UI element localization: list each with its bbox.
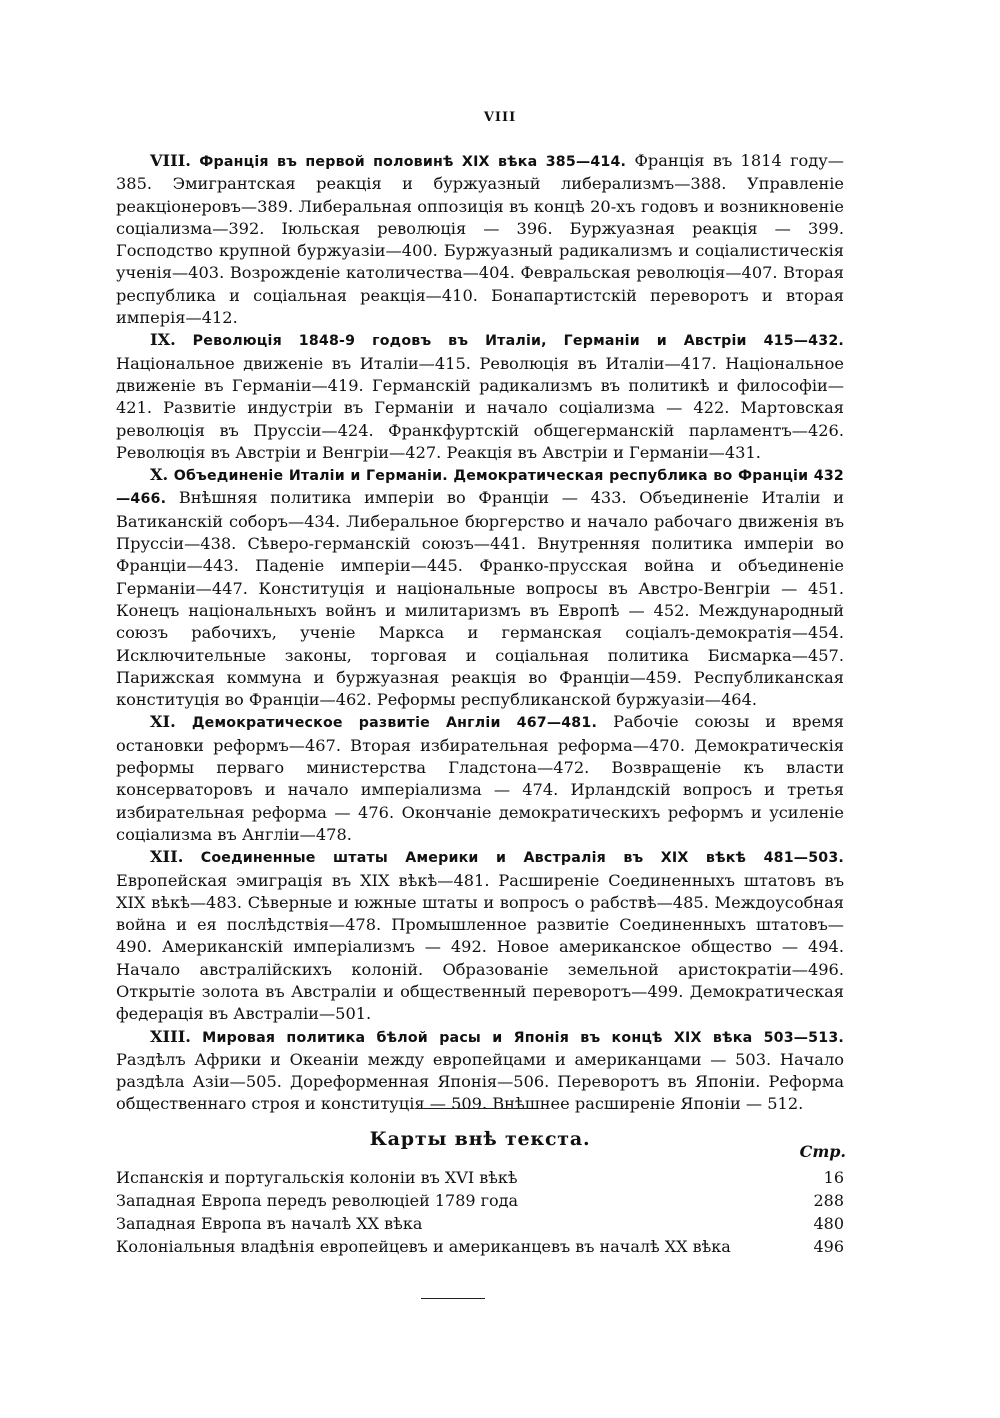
chapter-number: XII. <box>150 847 184 867</box>
maps-list <box>116 1166 844 1258</box>
chapter-contents: Европейская эмиграція въ XIX вѣкѣ—481. Расширеніе Соединенныхъ штатовъ въ XIX вѣкѣ—483. Сѣверные и южные штаты и вопросъ о рабствѣ—485. Междоусобная война и ея послѣдствія—478. Промышленное развитіе Соединенныхъ штатовъ—490. Американскій имперіализмъ — 492. Новое американское общество — 494. Начало австралійскихъ колоній. Образованіе земельной аристократіи—496. Открытіе золота въ Австраліи и общественный переворотъ—499. Демократическая федерація въ Австраліи—501. <box>116 870 844 1024</box>
chapter-contents: Рабочіе союзы и время остановки реформъ—467. Вторая избирательная реформа—470. Демократическія реформы перваго министерства Гладстона—472. Возвращеніе къ власти консерваторовъ и начало имперіализма — 474. Ирландскій вопросъ и третья избирательная реформа — 476. Окончаніе демократическихъ реформъ и усиленіе соціализма въ Англіи—478. <box>116 712 844 844</box>
chapter-contents: Раздѣлъ Африки и Океаніи между европейцами и американцами — 503. Начало раздѣла Азіи—505. Дореформенная Японія—506. Переворотъ въ Японіи. Реформа общественнаго строя и конституція — 509. Внѣшнее расширеніе Японіи — 512. <box>116 1049 844 1114</box>
chapter-entry <box>116 1026 844 1116</box>
maps-list-item <box>116 1235 844 1258</box>
page-number: VIII <box>483 110 517 125</box>
map-page-number: 288 <box>813 1191 844 1210</box>
maps-section-title: Карты внѣ текста. <box>369 1128 591 1150</box>
table-of-contents <box>116 150 844 1116</box>
chapter-entry <box>116 846 844 1025</box>
map-page-number: 480 <box>813 1214 844 1233</box>
chapter-contents: Національное движеніе въ Италіи—415. Революція въ Италіи—417. Національное движеніе въ Германіи—419. Германскій радикализмъ въ политикѣ и философіи—421. Развитіе индустріи въ Германіи и начало соціализма — 422. Мартовская революція въ Пруссіи—424. Франкфуртскій общегерманскій парламентъ—426. Революція въ Австріи и Венгріи—427. Реакція въ Австріи и Германіи—431. <box>116 353 844 462</box>
section-divider <box>416 1108 528 1109</box>
chapter-heading: Революція 1848-9 годовъ въ Италіи, Германіи и Австріи 415—432. <box>192 333 844 350</box>
chapter-entry <box>116 329 844 464</box>
map-title: Западная Европа передъ революціей 1789 года <box>116 1191 519 1210</box>
chapter-number: X. <box>150 465 169 485</box>
page-column-label: Стр. <box>799 1142 846 1161</box>
chapter-heading: Франція въ первой половинѣ XIX вѣка 385—414. <box>199 154 627 170</box>
chapter-entry <box>116 464 844 711</box>
maps-list-item <box>116 1189 844 1212</box>
chapter-heading: Объединеніе Италіи и Германіи. Демократическая республика во Франціи 432—466. <box>116 468 844 508</box>
maps-list-item <box>116 1212 844 1235</box>
chapter-number: XI. <box>150 712 176 732</box>
chapter-entry <box>116 150 844 329</box>
chapter-entry <box>116 711 844 846</box>
map-page-number: 16 <box>823 1168 844 1187</box>
maps-list-item <box>116 1166 844 1189</box>
chapter-number: XIII. <box>150 1026 191 1046</box>
chapter-heading: Мировая политика бѣлой расы и Японія въ концѣ XIX вѣка 503—513. <box>202 1029 844 1046</box>
map-page-number: 496 <box>813 1237 844 1256</box>
map-title: Колоніальныя владѣнія европейцевъ и американцевъ въ началѣ XX вѣка <box>116 1237 731 1256</box>
chapter-number: VIII. <box>150 151 191 170</box>
chapter-number: IX. <box>150 330 176 350</box>
map-title: Западная Европа въ началѣ XX вѣка <box>116 1214 423 1233</box>
chapter-heading: Соединенные штаты Америки и Австралія въ XIX вѣкѣ 481—503. <box>200 850 844 867</box>
map-title: Испанскія и португальскія колоніи въ XVI вѣкѣ <box>116 1168 518 1187</box>
chapter-contents: Франція въ 1814 году—385. Эмигрантская реакція и буржуазный либерализмъ—388. Управленіе реакціонеровъ—389. Либеральная оппозиція въ концѣ 20-хъ годовъ и возникновеніе соціализма—392. Іюльская революція — 396. Буржуазная реакція — 399. Господство крупной буржуазіи—400. Буржуазный радикализмъ и соціалистическія ученія—403. Возрожденіе католичества—404. Февральская революція—407. Вторая республика и соціальная реакція—410. Бонапартистскій переворотъ и вторая имперія—412. <box>116 151 844 328</box>
end-divider <box>421 1298 485 1299</box>
chapter-contents: Внѣшняя политика имперіи во Франціи — 433. Объединеніе Италіи и Ватиканскій соборъ—434. Либеральное бюргерство и начало рабочаго движенія въ Пруссіи—438. Сѣверо-германскій союзъ—441. Внутренняя политика имперіи во Франціи—443. Паденіе имперіи—445. Франко-прусская война и объединеніе Германіи—447. Конституція и національные вопросы въ Австро-Венгріи — 451. Конецъ національныхъ войнъ и милитаризмъ въ Европѣ — 452. Международный союзъ рабочихъ, ученіе Маркса и германская соціалъ-демократія—454. Исключительные законы, торговая и соціальная политика Бисмарка—457. Парижская коммуна и буржуазная реакція во Франціи—459. Республиканская конституція во Франціи—462. Реформы республиканской буржуазіи—464. <box>116 488 844 710</box>
chapter-heading: Демократическое развитіе Англіи 467—481. <box>191 715 598 732</box>
